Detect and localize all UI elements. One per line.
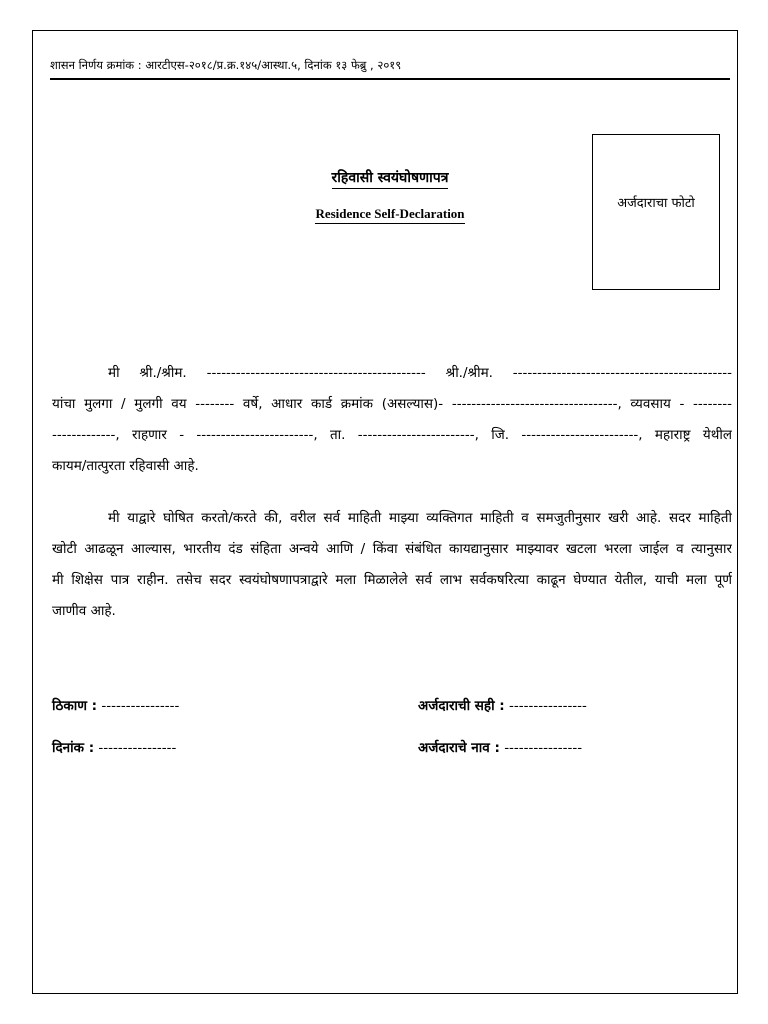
photo-box-label: अर्जदाराचा फोटो (617, 196, 695, 211)
header-divider (50, 78, 730, 80)
title-english (200, 206, 580, 222)
signature-field (418, 696, 587, 714)
place-field (52, 696, 179, 714)
paragraph-line: -------------, राहणार - ------------------------, ता. ------------------------, जि. ------------------------, महाराष्ट्र येथील (52, 427, 732, 443)
signature-value: ---------------- (508, 698, 587, 714)
applicant-photo-box (592, 134, 720, 290)
date-field (52, 738, 176, 756)
paragraph-line: जाणीव आहे. (52, 603, 116, 619)
signature-label: अर्जदाराची सही : (418, 698, 505, 714)
date-label: दिनांक : (52, 740, 95, 756)
paragraph-line: यांचा मुलगा / मुलगी वय -------- वर्षे, आधार कार्ड क्रमांक (असल्यास)- ----------------------------------, व्यवसाय - -------- (52, 396, 732, 412)
paragraph-line: कायम/तात्पुरता रहिवासी आहे. (52, 458, 199, 474)
declaration-paragraph (52, 503, 732, 627)
title-marathi (200, 168, 580, 187)
name-value: ---------------- (504, 740, 583, 756)
title-marathi-text: रहिवासी स्वयंघोषणापत्र (332, 170, 449, 189)
date-value: ---------------- (98, 740, 177, 756)
paragraph-line: मी श्री./श्रीम. --------------------------------------------- श्री./श्रीम. --------------------------------------------- (108, 365, 732, 381)
place-label: ठिकाण : (52, 698, 98, 714)
name-label: अर्जदाराचे नाव : (418, 740, 500, 756)
gr-reference: शासन निर्णय क्रमांक : आरटीएस-२०१८/प्र.क्र.१४५/आस्था.५, दिनांक १३ फेब्रु , २०१९ (50, 58, 402, 72)
paragraph-line: खोटी आढळून आल्यास, भारतीय दंड संहिता अन्वये आणि / किंवा संबंधित कायद्यानुसार माझ्यावर खटला भरला जाईल व त्यानुसार (52, 541, 732, 557)
applicant-details-paragraph (52, 358, 732, 482)
place-value: ---------------- (101, 698, 180, 714)
paragraph-line: मी याद्वारे घोषित करतो/करते की, वरील सर्व माहिती माझ्या व्यक्तिगत माहिती व समजुतीनुसार खरी आहे. सदर माहिती (108, 510, 732, 526)
paragraph-line: मी शिक्षेस पात्र राहीन. तसेच सदर स्वयंघोषणापत्राद्वारे मला मिळालेले सर्व लाभ सर्वकषरित्या काढून घेण्यात येतील, याची मला पूर्ण (52, 572, 732, 588)
name-field (418, 738, 582, 756)
title-english-text: Residence Self-Declaration (315, 206, 464, 224)
